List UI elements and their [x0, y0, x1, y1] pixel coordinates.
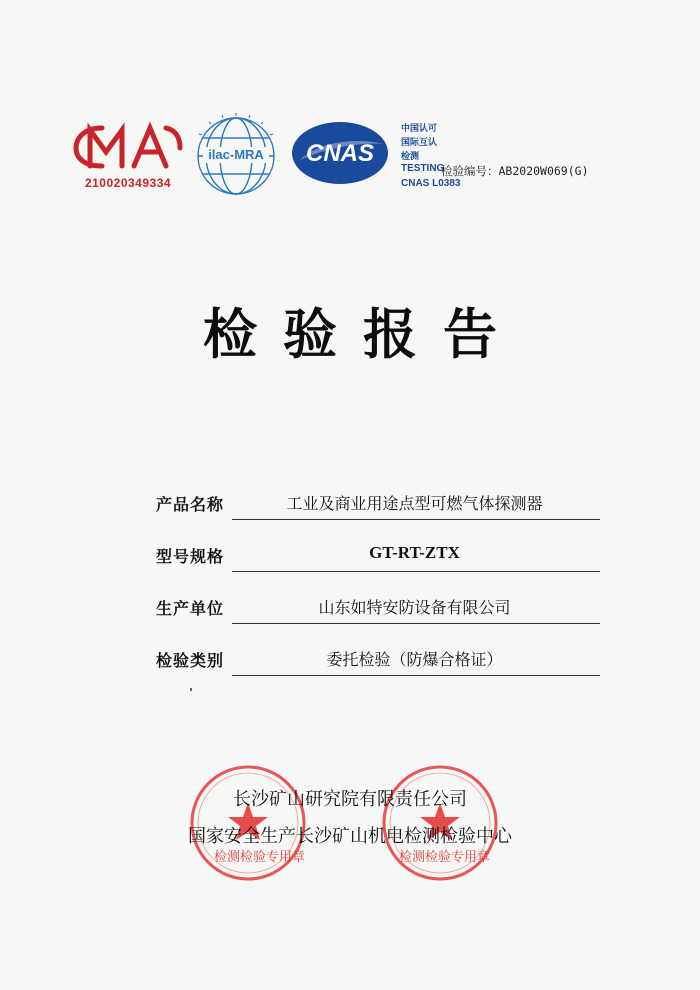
info-label: 检验类别: [156, 651, 225, 670]
seal-right-caption: 检测检验专用章: [399, 850, 491, 865]
cma-number: 210020349334: [84, 176, 172, 190]
report-number: 检验编号：AB2020W069(G): [441, 164, 589, 178]
page-title: 检验报告: [203, 303, 523, 366]
info-row-manufacturer: [152, 592, 600, 644]
cnas-recognition-text: [401, 121, 521, 163]
issuer-company: 长沙矿山研究院有限责任公司: [233, 789, 467, 810]
info-value: 山东如特安防设备有限公司: [318, 598, 511, 617]
underline: [232, 519, 600, 520]
cnas-logo: [290, 120, 390, 186]
underline: [232, 675, 600, 676]
cnas-line-3: 检测: [401, 151, 420, 161]
ilac-mra-logo: [193, 113, 279, 199]
info-value: 委托检验（防爆合格证）: [326, 650, 503, 669]
product-info-table: [152, 488, 600, 696]
seal-left-caption: 检测检验专用章: [214, 850, 306, 865]
info-value: GT-RT-ZTX: [369, 543, 460, 562]
info-row-product-name: [152, 488, 600, 540]
underline: [232, 623, 600, 624]
cma-mark-icon: [72, 118, 184, 178]
cnas-mark-text: CNAS: [305, 140, 374, 167]
cnas-line-2: 国际互认: [401, 137, 438, 147]
info-label: 产品名称: [156, 495, 225, 514]
ilac-mark-text: ilac-MRA: [208, 147, 264, 162]
cnas-code: CNAS L0383: [401, 178, 461, 189]
info-row-inspection-type: [152, 644, 600, 696]
cnas-testing-label: TESTING: [401, 163, 445, 174]
speck: [190, 688, 192, 691]
info-label: 生产单位: [156, 599, 225, 618]
info-label: 型号规格: [156, 547, 225, 566]
underline: [232, 571, 600, 572]
issuer-center: 国家安全生产长沙矿山机电检测检验中心: [188, 826, 512, 847]
info-value: 工业及商业用途点型可燃气体探测器: [286, 494, 543, 513]
info-row-model: [152, 540, 600, 592]
cma-logo: [72, 118, 184, 198]
cnas-line-1: 中国认可: [401, 123, 438, 133]
